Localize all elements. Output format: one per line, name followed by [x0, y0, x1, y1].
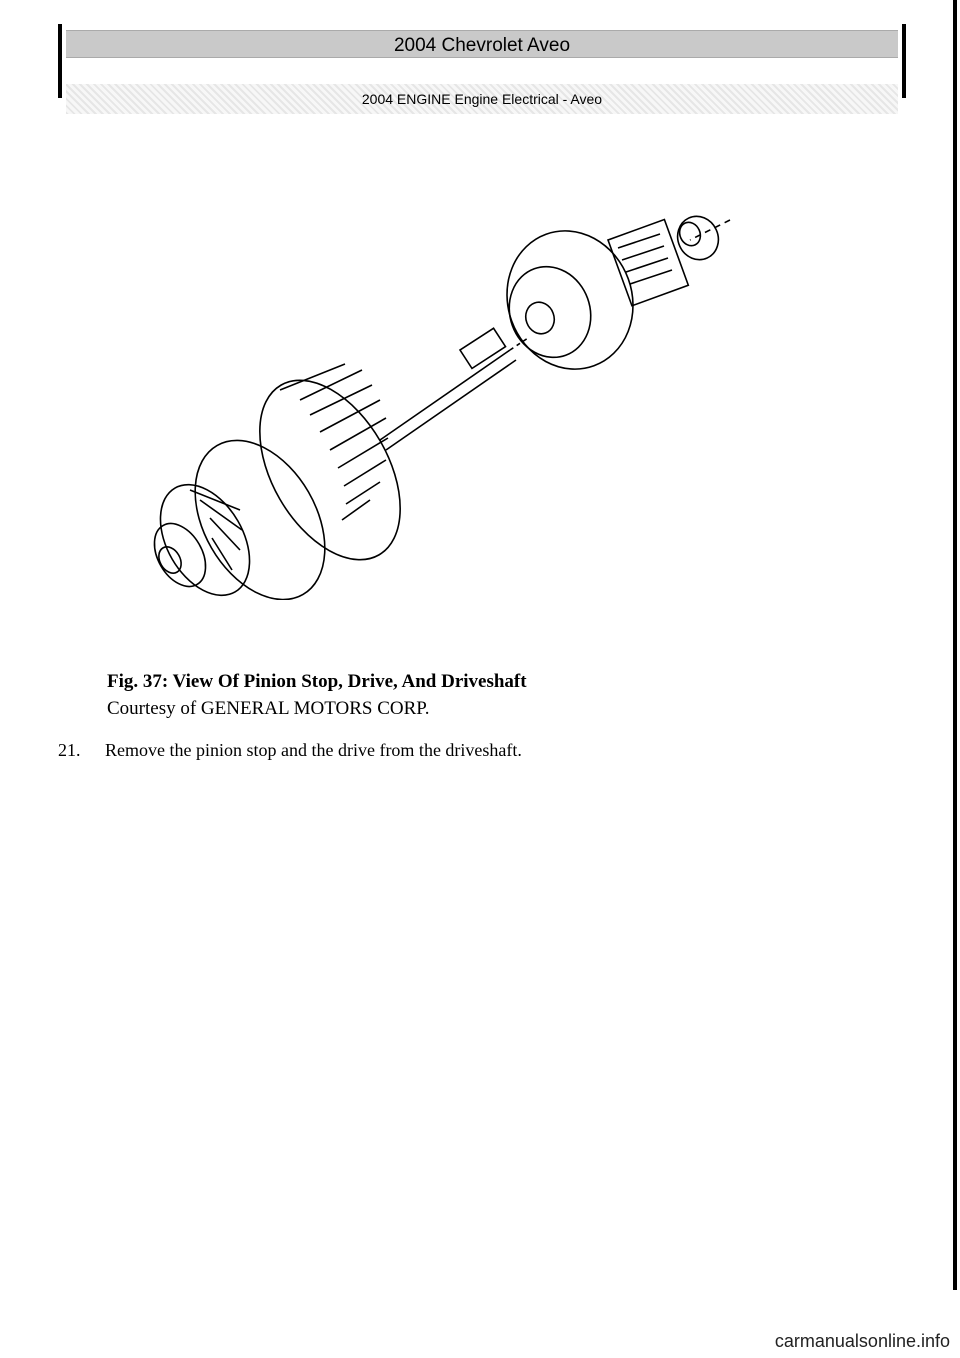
page-border-right	[953, 0, 957, 1290]
header-title: 2004 Chevrolet Aveo	[393, 35, 571, 56]
step-text: Remove the pinion stop and the drive from the driveshaft.	[105, 740, 522, 760]
page-header	[58, 24, 906, 107]
header-right-rule	[902, 24, 906, 98]
armature-drive-illustration	[130, 200, 790, 600]
axis-centerline	[690, 220, 730, 240]
driveshaft	[380, 328, 528, 450]
step-number: 21.	[58, 740, 81, 760]
figure-title: Fig. 37: View Of Pinion Stop, Drive, And Driveshaft	[107, 671, 527, 692]
header-title-band	[66, 30, 898, 58]
figure-courtesy: Courtesy of GENERAL MOTORS CORP.	[107, 698, 430, 719]
armature-core	[169, 356, 430, 600]
figure-caption	[107, 668, 527, 722]
header-subtitle-band	[66, 84, 898, 114]
header-left-rule	[58, 24, 62, 98]
header-subtitle: 2004 ENGINE Engine Electrical - Aveo	[361, 91, 603, 107]
drive-assembly	[488, 213, 689, 387]
site-watermark: carmanualsonline.info	[774, 1331, 950, 1351]
